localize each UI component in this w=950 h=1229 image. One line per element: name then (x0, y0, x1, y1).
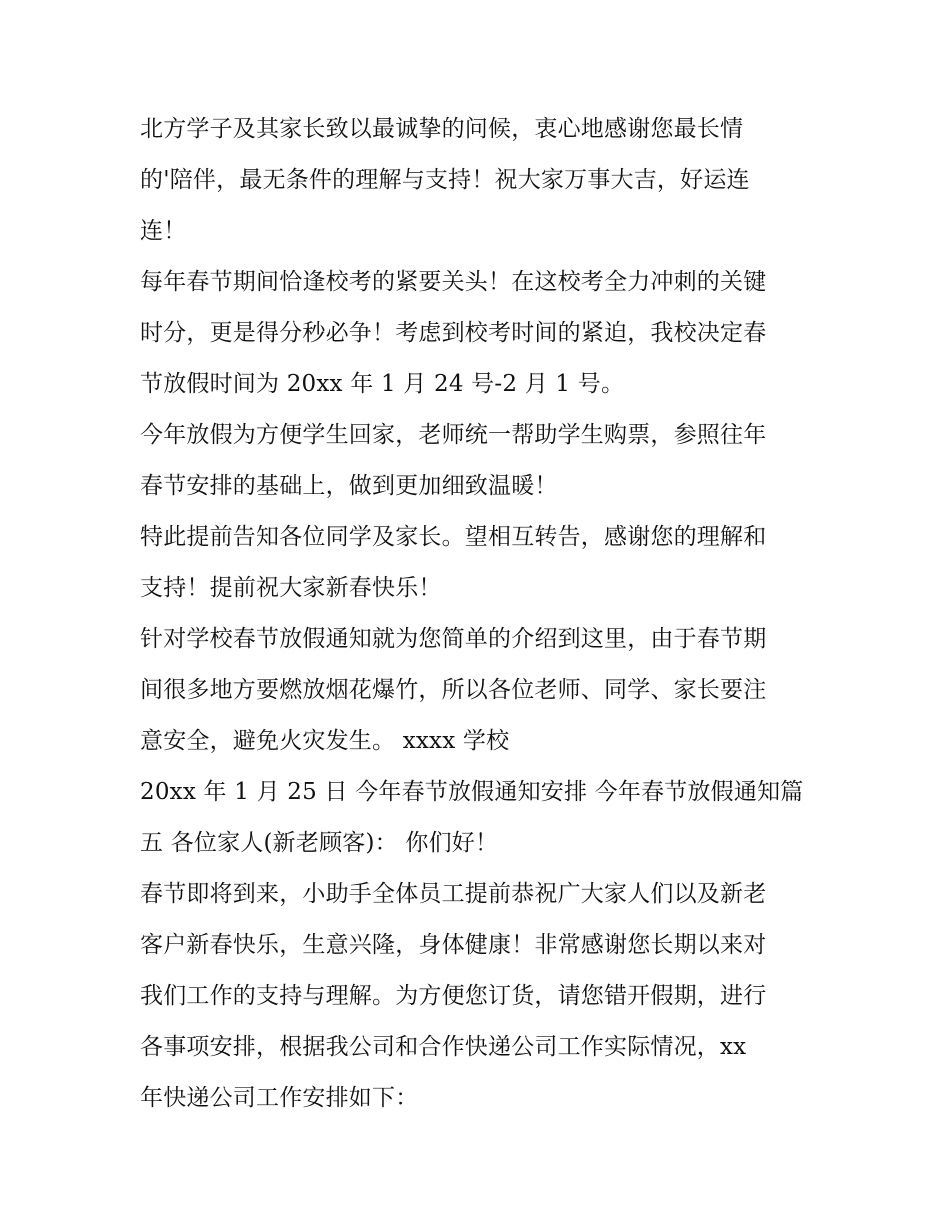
text-line: 年快递公司工作安排如下： (140, 1085, 419, 1111)
text-line: 五 各位家人(新老顾客)： 你们好！ (140, 830, 499, 856)
text-line: 特此提前告知各位同学及家长。望相互转告，感谢您的理解和 (140, 524, 767, 550)
text-line: 支持！提前祝大家新春快乐！ (140, 575, 442, 601)
text-line: 意安全，避免火灾发生。 xxxx 学校 (140, 728, 510, 754)
text-line: 我们工作的支持与理解。为方便您订货，请您错开假期，进行 (140, 983, 767, 1009)
text-line: 20xx 年 1 月 25 日 今年春节放假通知安排 今年春节放假通知篇 (140, 779, 804, 805)
text-line: 连！ (140, 218, 187, 244)
text-line: 每年春节期间恰逢校考的紧要关头！在这校考全力冲刺的关键 (140, 269, 767, 295)
text-line: 时分，更是得分秒必争！考虑到校考时间的紧迫，我校决定春 (140, 320, 767, 346)
text-line: 针对学校春节放假通知就为您简单的介绍到这里，由于春节期 (140, 626, 767, 652)
text-line: 北方学子及其家长致以最诚挚的问候，衷心地感谢您最长情 (140, 116, 744, 142)
document-body (140, 104, 815, 1124)
text-line: 节放假时间为 20xx 年 1 月 24 号-2 月 1 号。 (140, 371, 625, 397)
text-line: 客户新春快乐，生意兴隆，身体健康！非常感谢您长期以来对 (140, 932, 767, 958)
text-line: 今年放假为方便学生回家，老师统一帮助学生购票，参照往年 (140, 422, 767, 448)
text-line: 春节安排的基础上，做到更加细致温暖！ (140, 473, 558, 499)
text-line: 春节即将到来，小助手全体员工提前恭祝广大家人们以及新老 (140, 881, 767, 907)
text-line: 的'陪伴，最无条件的理解与支持！祝大家万事大吉，好运连 (140, 167, 750, 193)
text-line: 各事项安排，根据我公司和合作快递公司工作实际情况，xx (140, 1034, 747, 1060)
text-line: 间很多地方要燃放烟花爆竹，所以各位老师、同学、家长要注 (140, 677, 767, 703)
